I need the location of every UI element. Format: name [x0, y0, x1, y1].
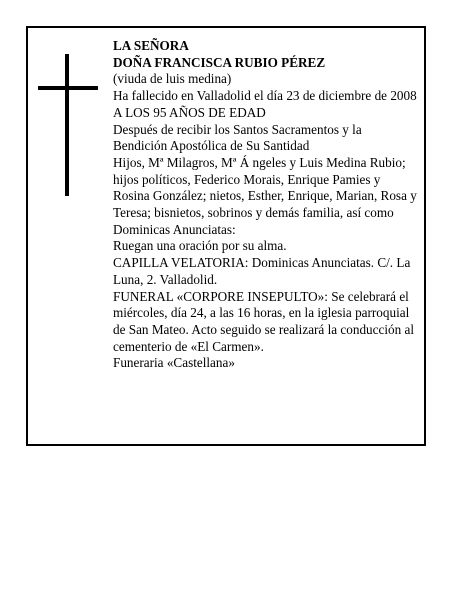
chapel-info: CAPILLA VELATORIA: Dominicas Anunciatas. C/. La Luna, 2. Valladolid.	[113, 255, 411, 287]
cross-icon	[38, 54, 98, 196]
funeral-info: FUNERAL «CORPORE INSEPULTO»: Se celebrará el miércoles, día 24, a las 16 horas, en la iglesia parroquial de San Mateo. Acto seguido se realizará la conducción al cementerio de «El Carmen».	[113, 288, 415, 354]
obituary-text	[113, 38, 418, 372]
deceased-name: DOÑA FRANCISCA RUBIO PÉREZ	[113, 54, 326, 70]
notice-title: LA SEÑORA	[113, 38, 189, 53]
widow-note: (viuda de luis medina)	[113, 71, 232, 87]
sacraments-line: Después de recibir los Santos Sacramentos y la Bendición Apostólica de Su Santidad	[113, 121, 362, 154]
family-list: Hijos, Mª Milagros, Mª Á ngeles y Luis Medina Rubio; hijos políticos, Federico Morais, Enrique Pamies y Rosina González; nietos, Esther, Enrique, Marian, Rosa y Teresa; bisnietos, sobrinos y demás familia, así como Dominicas Anunciatas:	[113, 154, 417, 237]
age-line: A LOS 95 AÑOS DE EDAD	[113, 104, 266, 120]
death-announcement: Ha fallecido en Valladolid el día 23 de diciembre de 2008	[113, 88, 417, 104]
funeral-home: Funeraria «Castellana»	[113, 355, 235, 371]
prayer-request: Ruegan una oración por su alma.	[113, 238, 287, 254]
